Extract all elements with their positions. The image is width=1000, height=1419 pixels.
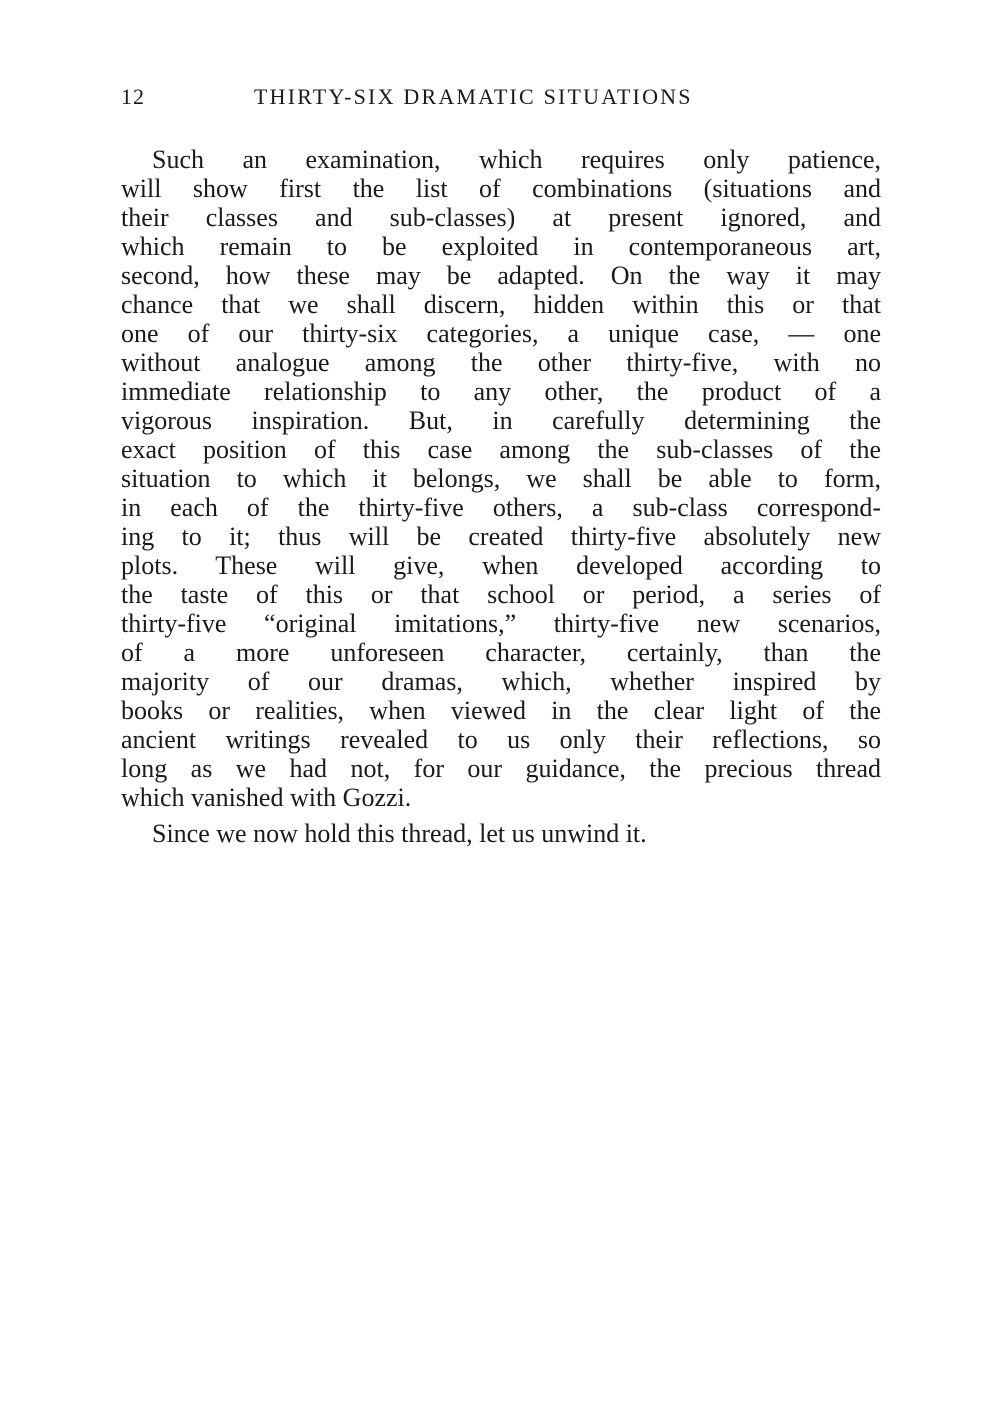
text-line: one of our thirty-six categories, a unique case, — one: [121, 319, 881, 348]
text-line: ing to it; thus will be created thirty-five absolutely new: [121, 522, 881, 551]
text-line: ancient writings revealed to us only their reflections, so: [121, 725, 881, 754]
text-line: immediate relationship to any other, the product of a: [121, 377, 881, 406]
text-line: Such an examination, which requires only patience,: [152, 145, 881, 174]
running-title: THIRTY-SIX DRAMATIC SITUATIONS: [254, 84, 693, 109]
text-line: the taste of this or that school or period, a series of: [121, 580, 881, 609]
text-line: exact position of this case among the sub-classes of the: [121, 435, 881, 464]
text-line: vigorous inspiration. But, in carefully determining the: [121, 406, 881, 435]
running-header: [121, 82, 881, 112]
text-line: which remain to be exploited in contemporaneous art,: [121, 232, 881, 261]
text-line: will show first the list of combinations (situations and: [121, 174, 881, 203]
page-number: 12: [121, 84, 145, 109]
text-line: chance that we shall discern, hidden within this or that: [121, 290, 881, 319]
text-line: second, how these may be adapted. On the way it may: [121, 261, 881, 290]
text-line: situation to which it belongs, we shall be able to form,: [121, 464, 881, 493]
text-line: majority of our dramas, which, whether inspired by: [121, 667, 881, 696]
text-line: Since we now hold this thread, let us unwind it.: [152, 819, 647, 848]
text-line: in each of the thirty-five others, a sub-class correspond-: [121, 493, 881, 522]
text-line: plots. These will give, when developed according to: [121, 551, 881, 580]
text-line: books or realities, when viewed in the clear light of the: [121, 696, 881, 725]
paragraph-1: [121, 145, 881, 812]
text-line: long as we had not, for our guidance, the precious thread: [121, 754, 881, 783]
text-line: which vanished with Gozzi.: [121, 783, 412, 812]
text-line: of a more unforeseen character, certainly, than the: [121, 638, 881, 667]
body-text: [121, 145, 881, 848]
paragraph-2: [121, 819, 881, 848]
text-line: their classes and sub-classes) at present ignored, and: [121, 203, 881, 232]
text-line: thirty-five “original imitations,” thirty-five new scenarios,: [121, 609, 881, 638]
text-line: without analogue among the other thirty-five, with no: [121, 348, 881, 377]
paragraph-spacer: [121, 812, 881, 819]
